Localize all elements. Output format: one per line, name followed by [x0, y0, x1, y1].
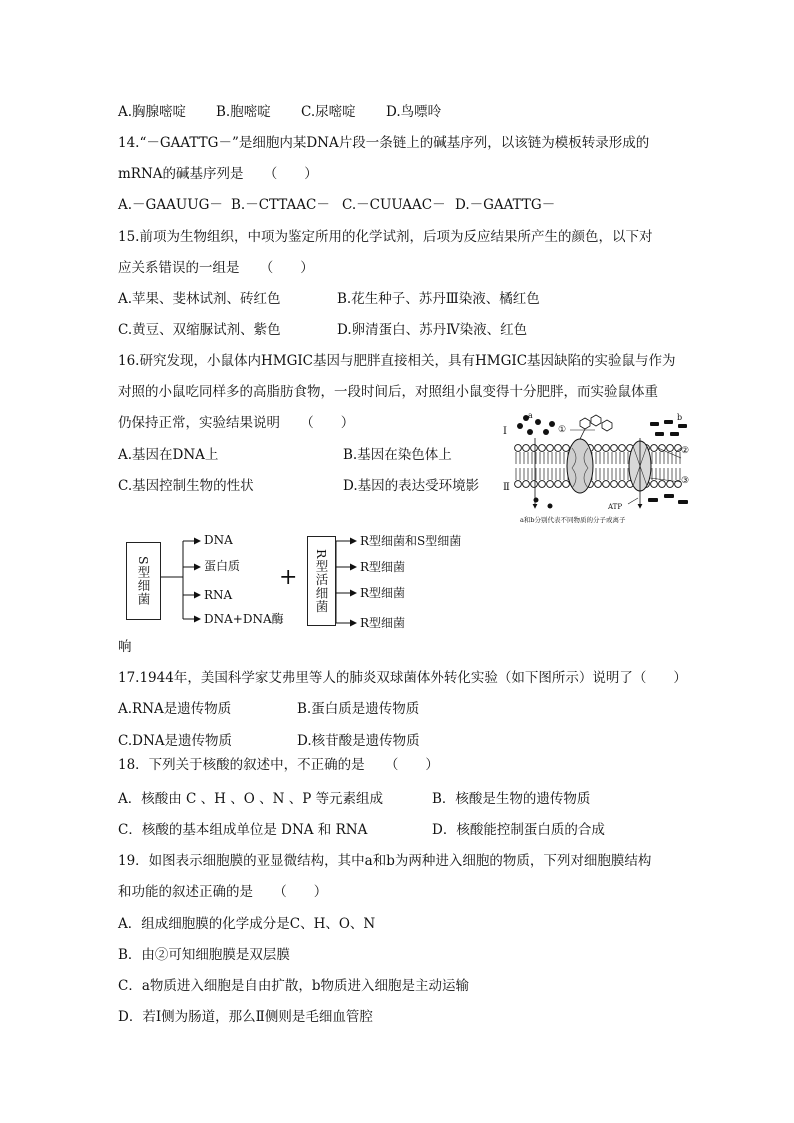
q18-option-c: C．核酸的基本组成单位是 DNA 和 RNA: [118, 822, 368, 838]
q14-stem-line1: 14.“－GAATTG－”是细胞内某DNA片段一条链上的碱基序列，以该链为模板转录形成的: [118, 135, 650, 151]
result-3: R型细菌: [360, 586, 406, 600]
membrane-label-b: b: [677, 413, 683, 422]
component-dna: DNA: [204, 533, 233, 547]
q13-option-b: B.胞嘧啶: [216, 104, 271, 120]
q16-option-b: B.基因在染色体上: [343, 447, 452, 463]
q16-option-d: D.基因的表达受环境影: [343, 478, 480, 494]
q19-option-b: B．由②可知细胞膜是双层膜: [118, 947, 290, 963]
q14-option-b: B.－CTTAAC－: [231, 197, 330, 213]
q18-option-b: B．核酸是生物的遗传物质: [432, 791, 591, 807]
q19-option-c: C．a物质进入细胞是自由扩散，b物质进入细胞是主动运输: [118, 978, 470, 994]
result-4: R型细菌: [360, 616, 406, 630]
q14-option-d: D.－GAATTG－: [455, 197, 556, 213]
membrane-diagram: [500, 408, 700, 526]
q13-option-d: D.鸟嘌呤: [386, 104, 442, 120]
q17-stem: 17.1944年，美国科学家艾弗里等人的肺炎双球菌体外转化实验（如下图所示）说明了（ ）: [118, 670, 687, 686]
q19-option-a: A．组成细胞膜的化学成分是C、H、O、N: [118, 916, 376, 932]
q17-option-b: B.蛋白质是遗传物质: [297, 701, 420, 717]
q16-stem-line1: 16.研究发现，小鼠体内HMGIC基因与肥胖直接相关，具有HMGIC基因缺陷的实验鼠与作为: [118, 353, 676, 369]
q17-option-d: D.核苷酸是遗传物质: [297, 733, 420, 749]
membrane-marker-1: ①: [558, 425, 567, 435]
q18-option-d: D．核酸能控制蛋白质的合成: [432, 822, 605, 838]
membrane-label-a: a: [528, 411, 533, 420]
q16-option-c: C.基因控制生物的性状: [118, 478, 254, 494]
q18-stem: 18．下列关于核酸的叙述中，不正确的是 （ ）: [118, 757, 439, 773]
q17-option-a: A.RNA是遗传物质: [118, 701, 232, 717]
result-2: R型细菌: [360, 560, 406, 574]
membrane-side-top-label: Ⅰ: [503, 426, 507, 437]
q19-option-d: D．若Ⅰ侧为肠道，那么Ⅱ侧则是毛细血管腔: [118, 1009, 373, 1025]
component-dna-dnase: DNA+DNA酶: [204, 612, 284, 626]
q19-stem-line1: 19．如图表示细胞膜的亚显微结构，其中a和b为两种进入细胞的物质，下列对细胞膜结构: [118, 853, 652, 869]
q15-option-a: A.苹果、斐林试剂、砖红色: [118, 291, 281, 307]
q15-stem-line1: 15.前项为生物组织，中项为鉴定所用的化学试剂，后项为反应结果所产生的颜色，以下对: [118, 229, 653, 245]
s-strain-box: S型细菌: [126, 542, 161, 620]
q14-option-c: C.－CUUAAC－: [342, 197, 446, 213]
q16-stem-line3: 仍保持正常，实验结果说明 （ ）: [118, 415, 355, 431]
q13-option-c: C.尿嘧啶: [301, 104, 356, 120]
membrane-side-bottom-label: Ⅱ: [503, 482, 510, 493]
q16-stem-line2: 对照的小鼠吃同样多的高脂肪食物，一段时间后，对照组小鼠变得十分肥胖，而实验鼠体重: [118, 384, 658, 400]
q14-option-a: A.－GAAUUG－: [118, 197, 223, 213]
membrane-marker-3: ③: [681, 476, 690, 486]
membrane-marker-2: ②: [681, 446, 690, 456]
plus-sign: +: [279, 565, 298, 590]
q15-option-b: B.花生种子、苏丹Ⅲ染液、橘红色: [337, 291, 540, 307]
transformation-diagram: [120, 530, 490, 630]
component-protein: 蛋白质: [204, 559, 241, 573]
result-1: R型细菌和S型细菌: [360, 534, 462, 548]
r-strain-box: R型活细菌: [307, 536, 336, 626]
q18-option-a: A．核酸由 C 、H 、O 、N 、P 等元素组成: [118, 791, 384, 807]
component-rna: RNA: [204, 588, 233, 602]
q19-stem-line2: 和功能的叙述正确的是 （ ）: [118, 884, 328, 900]
membrane-figure: [500, 408, 700, 526]
membrane-atp-label: ATP: [608, 503, 623, 511]
q15-stem-line2: 应关系错误的一组是 （ ）: [118, 260, 314, 276]
q16-option-d-continuation: 响: [118, 639, 132, 655]
membrane-caption: a和b分别代表不同物质的分子或离子: [520, 516, 626, 524]
q15-option-c: C.黄豆、双缩脲试剂、紫色: [118, 322, 281, 338]
q16-option-a: A.基因在DNA上: [118, 447, 219, 463]
q15-option-d: D.卵清蛋白、苏丹Ⅳ染液、红色: [337, 322, 528, 338]
q14-stem-line2: mRNA的碱基序列是 （ ）: [118, 166, 318, 182]
q13-option-a: A.胸腺嘧啶: [118, 104, 187, 120]
q17-option-c: C.DNA是遗传物质: [118, 733, 233, 749]
